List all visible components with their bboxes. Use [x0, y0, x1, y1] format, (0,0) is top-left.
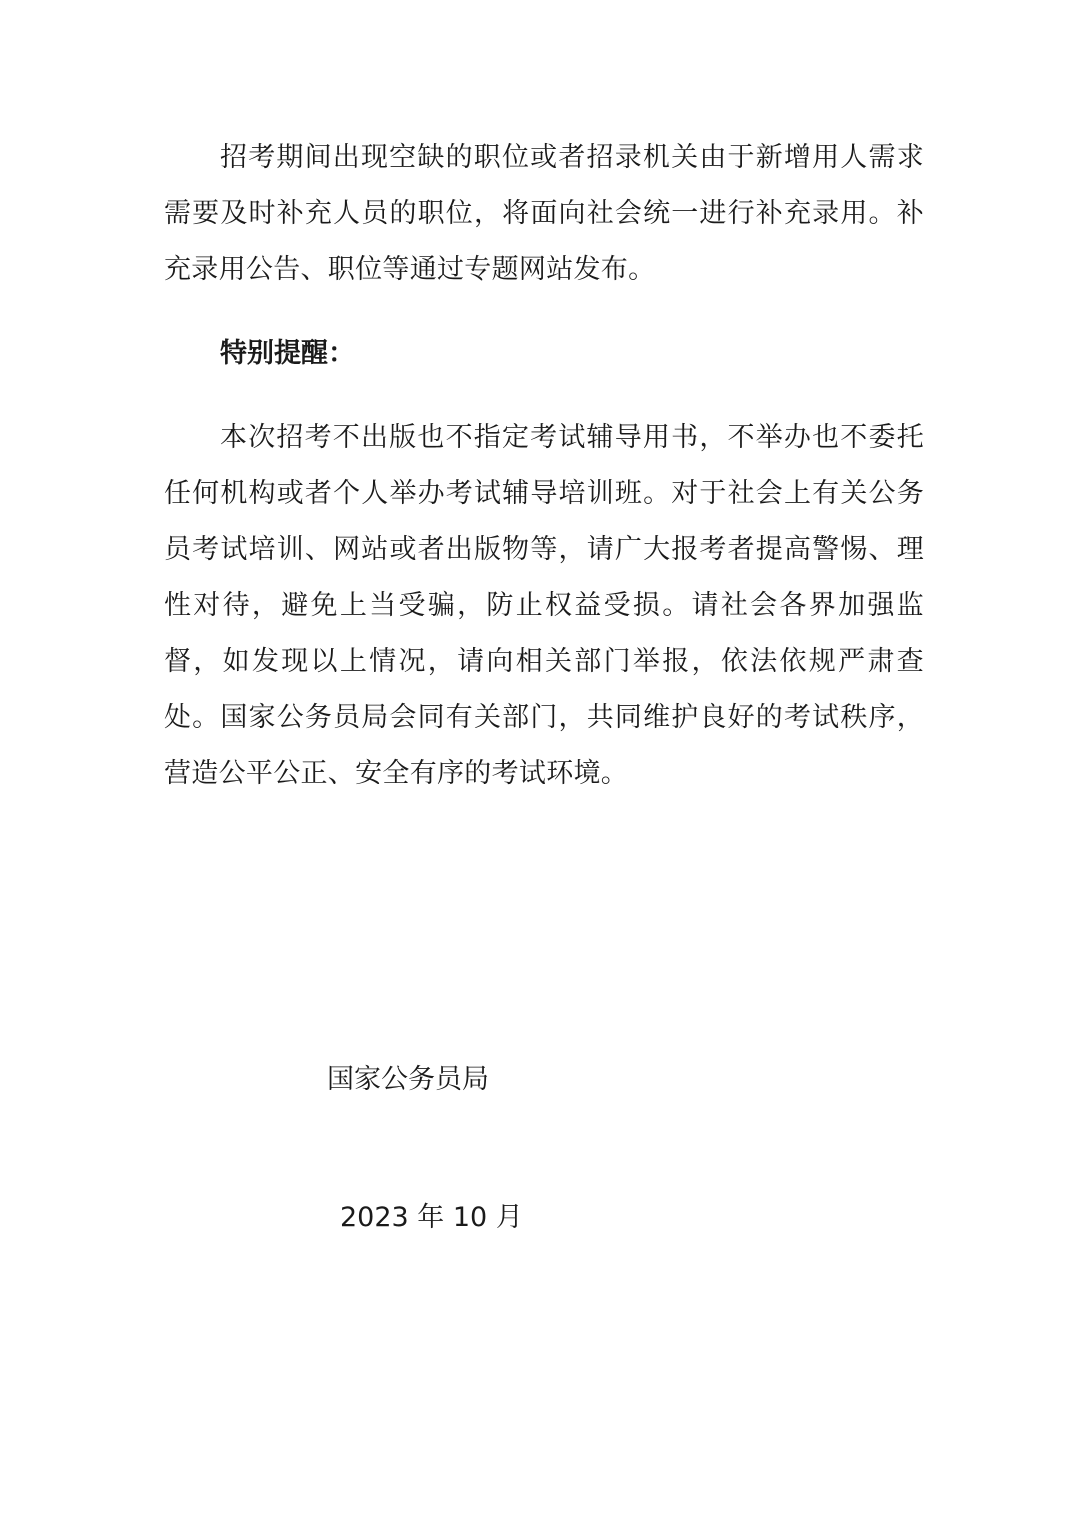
issuer-signature: 国家公务员局: [327, 1064, 489, 1095]
special-reminder-heading: 特别提醒：: [220, 338, 355, 369]
special-reminder-paragraph: 本次招考不出版也不指定考试辅导用书，不举办也不委托任何机构或者个人举办考试辅导培训班。对于社会上有关公务员考试培训、网站或者出版物等，请广大报考者提高警惕、理性对待，避免上当受骗，防止权益受损。请社会各界加强监督，如发现以上情况，请向相关部门举报，依法依规严肃查处。国家公务员局会同有关部门，共同维护良好的考试秩序，营造公平公正、安全有序的考试环境。: [164, 422, 924, 789]
supplementary-recruitment-paragraph: 招考期间出现空缺的职位或者招录机关由于新增用人需求需要及时补充人员的职位，将面向社会统一进行补充录用。补充录用公告、职位等通过专题网站发布。: [164, 142, 924, 285]
issue-date: 2023 年 10 月: [340, 1202, 523, 1233]
